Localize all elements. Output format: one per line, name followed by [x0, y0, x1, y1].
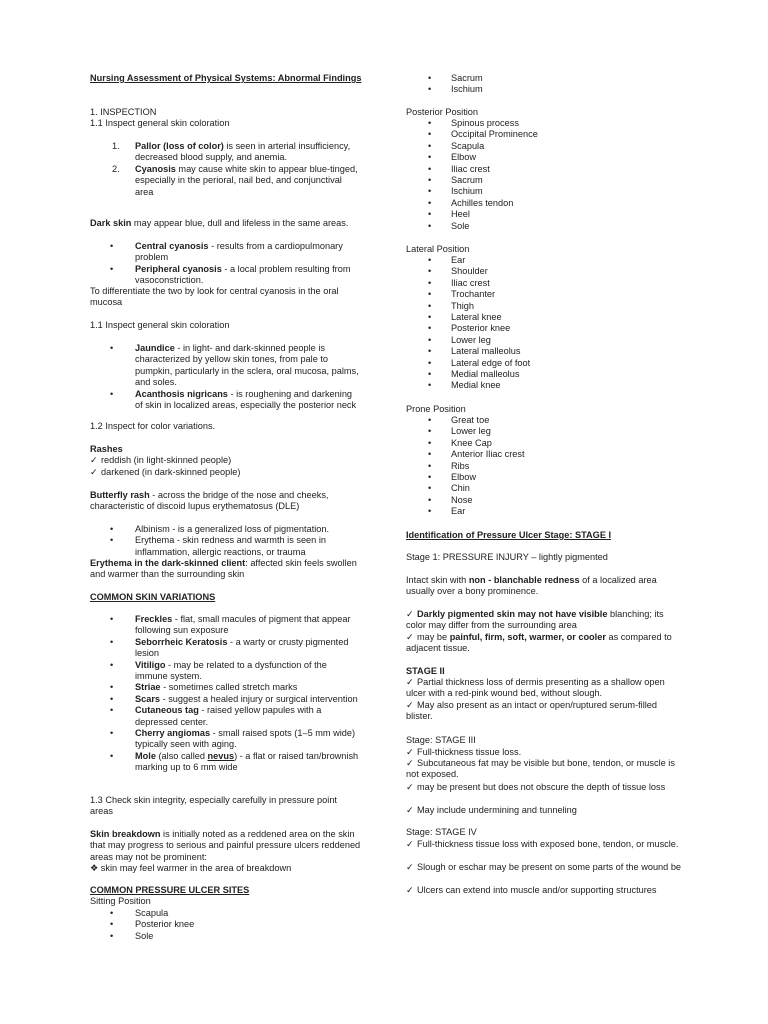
list-item: • Scapula — [406, 141, 684, 152]
butterfly-paragraph: Butterfly rash - across the bridge of the nose and cheeks, characteristic of discoid lupus erythematosus (DLE) — [90, 490, 329, 512]
list-item: • Central cyanosis - results from a cardiopulmonary problem — [90, 241, 362, 264]
stage-heading: Identification of Pressure Ulcer Stage: STAGE I — [406, 530, 612, 540]
stage2-item: ✓ May also present as an intact or open/ruptured serum-filled blister. — [406, 700, 658, 722]
check-icon: ✓ — [406, 632, 414, 642]
list-item: • Albinism - is a generalized loss of pigmentation. — [90, 524, 362, 535]
posterior-heading: Posterior Position — [406, 107, 479, 117]
list-item: • Lower leg — [406, 335, 684, 346]
stage1-heading: Stage 1: PRESSURE INJURY – lightly pigmented — [406, 552, 608, 562]
stage4-heading: Stage: STAGE IV — [406, 827, 477, 837]
list-item: • Great toe — [406, 415, 684, 426]
check-icon: ✓ — [406, 782, 414, 792]
list-item: • Posterior knee — [406, 323, 684, 334]
list-item: • Lower leg — [406, 426, 684, 437]
coloration-list — [90, 141, 362, 198]
list-item: • Iliac crest — [406, 278, 684, 289]
list-item: • Erythema - skin redness and warmth is seen in inflammation, allergic reactions, or trauma — [90, 535, 362, 558]
lateral-heading: Lateral Position — [406, 244, 470, 254]
stage3-item: ✓ may be present but does not obscure the depth of tissue loss — [406, 782, 666, 792]
cyanosis-list — [90, 241, 362, 287]
check-icon: ✓ — [90, 467, 98, 477]
check-icon: ✓ — [406, 758, 414, 768]
prone-list — [406, 415, 684, 518]
list-item: • Spinous process — [406, 118, 684, 129]
stage2-item: ✓ Partial thickness loss of dermis presenting as a shallow open ulcer with a red-pink wound bed, without slough. — [406, 677, 665, 699]
list-item: • Elbow — [406, 152, 684, 163]
list-item: • Scapula — [90, 908, 362, 919]
list-item: • Medial malleolus — [406, 369, 684, 380]
list-item: • Medial knee — [406, 380, 684, 391]
list-item: • Heel — [406, 209, 684, 220]
list-item: • Scars - suggest a healed injury or surgical intervention — [90, 694, 362, 705]
check-icon: ✓ — [90, 455, 98, 465]
stage4-item: ✓ Ulcers can extend into muscle and/or supporting structures — [406, 885, 657, 895]
variations-list — [90, 614, 362, 774]
check-icon: ✓ — [406, 609, 414, 619]
painful-item: ✓ may be painful, firm, soft, warmer, or cooler as compared to adjacent tissue. — [406, 632, 672, 654]
differentiate-paragraph: To differentiate the two by look for central cyanosis in the oral mucosa — [90, 286, 339, 308]
list-item: • Chin — [406, 483, 684, 494]
section-1-2: 1.2 Inspect for color variations. — [90, 421, 216, 431]
warmer-note: ❖ skin may feel warmer in the area of breakdown — [90, 863, 292, 873]
list-item: • Ear — [406, 255, 684, 266]
pigment-list — [90, 524, 362, 558]
list-item: • Anterior Iliac crest — [406, 449, 684, 460]
prone-heading: Prone Position — [406, 404, 466, 414]
rash-item: ✓ darkened (in dark-skinned people) — [90, 467, 241, 477]
list-item: • Sacrum — [406, 175, 684, 186]
list-item: • Sacrum — [406, 73, 684, 84]
jaundice-list — [90, 343, 362, 411]
stage3-heading: Stage: STAGE III — [406, 735, 476, 745]
list-item: • Achilles tendon — [406, 198, 684, 209]
list-item: • Iliac crest — [406, 164, 684, 175]
list-item: • Acanthosis nigricans - is roughening and darkening of skin in localized areas, especially the posterior neck — [90, 389, 362, 412]
list-item: • Striae - sometimes called stretch marks — [90, 682, 362, 693]
list-item: • Freckles - flat, small macules of pigment that appear following sun exposure — [90, 614, 362, 637]
list-item: • Lateral malleolus — [406, 346, 684, 357]
sitting-list-continued — [406, 73, 684, 96]
check-icon: ✓ — [406, 677, 414, 687]
list-item: 2. Cyanosis may cause white skin to appear blue-tinged, especially in the perioral, nail bed, and conjunctival area — [112, 163, 358, 197]
check-icon: ✓ — [406, 747, 414, 757]
list-item: • Ear — [406, 506, 684, 517]
stage3-item: ✓ Full-thickness tissue loss. — [406, 747, 522, 757]
stage3-item: ✓ Subcutaneous fat may be visible but bone, tendon, or muscle is not exposed. — [406, 758, 675, 780]
stage4-item: ✓ Full-thickness tissue loss with exposed bone, tendon, or muscle. — [406, 839, 679, 849]
sitting-heading: Sitting Position — [90, 896, 151, 906]
stage4-item: ✓ Slough or eschar may be present on some parts of the wound be — [406, 862, 682, 872]
list-item: • Thigh — [406, 301, 684, 312]
list-item: • Knee Cap — [406, 438, 684, 449]
erythema-dark-paragraph: Erythema in the dark-skinned client: affected skin feels swollen and warmer than the surrounding skin — [90, 558, 357, 580]
list-item: • Ribs — [406, 461, 684, 472]
check-icon: ✓ — [406, 862, 414, 872]
list-item: • Shoulder — [406, 266, 684, 277]
posterior-list — [406, 118, 684, 232]
diamond-bullet-icon: ❖ — [90, 863, 101, 873]
list-item: • Sole — [90, 931, 362, 942]
rashes-heading: Rashes — [90, 444, 123, 454]
section-1-1b: 1.1 Inspect general skin coloration — [90, 320, 230, 330]
breakdown-paragraph: Skin breakdown is initially noted as a reddened area on the skin that may progress to serious and painful pressure ulcers reddened areas may not be prominent: — [90, 829, 361, 862]
rash-item: ✓ reddish (in light-skinned people) — [90, 455, 232, 465]
list-item: • Lateral knee — [406, 312, 684, 323]
dark-pigment-item: ✓ Darkly pigmented skin may not have visible blanching; its color may differ from the surrounding area — [406, 609, 664, 631]
list-item: • Lateral edge of foot — [406, 358, 684, 369]
list-item: • Vitiligo - may be related to a dysfunction of the immune system. — [90, 660, 362, 683]
list-item: • Cutaneous tag - raised yellow papules with a depressed center. — [90, 705, 362, 728]
list-item: • Nose — [406, 495, 684, 506]
list-item: • Occipital Prominence — [406, 129, 684, 140]
list-item: • Ischium — [406, 84, 684, 95]
list-item: • Elbow — [406, 472, 684, 483]
section-1-1: 1.1 Inspect general skin coloration — [90, 118, 230, 128]
lateral-list — [406, 255, 684, 392]
list-item: • Trochanter — [406, 289, 684, 300]
stage3-item: ✓ May include undermining and tunneling — [406, 805, 577, 815]
list-item: • Peripheral cyanosis - a local problem resulting from vasoconstriction. — [90, 264, 362, 287]
check-icon: ✓ — [406, 805, 414, 815]
check-icon: ✓ — [406, 839, 414, 849]
sitting-list — [90, 908, 362, 942]
list-item: • Posterior knee — [90, 919, 362, 930]
list-item: • Mole (also called nevus) - a flat or raised tan/brownish marking up to 6 mm wide — [90, 751, 362, 774]
list-item: • Ischium — [406, 186, 684, 197]
list-item: • Sole — [406, 221, 684, 232]
list-item: 1. Pallor (loss of color) is seen in arterial insufficiency, decreased blood supply, and anemia. — [112, 141, 351, 163]
list-item: • Cherry angiomas - small raised spots (1–5 mm wide) typically seen with aging. — [90, 728, 362, 751]
ulcer-sites-heading: COMMON PRESSURE ULCER SITES — [90, 885, 250, 895]
dark-skin-paragraph: Dark skin may appear blue, dull and lifeless in the same areas. — [90, 218, 349, 228]
check-icon: ✓ — [406, 700, 414, 710]
section-1-3: 1.3 Check skin integrity, especially carefully in pressure point areas — [90, 795, 337, 817]
inspection-heading: 1. INSPECTION — [90, 107, 157, 117]
intact-paragraph: Intact skin with non - blanchable redness of a localized area usually over a bony prominence. — [406, 575, 657, 597]
list-item: • Jaundice - in light- and dark-skinned people is characterized by yellow skin tones, from pale to pumpkin, particularly in the sclera, oral mucosa, palms, and soles. — [90, 343, 362, 389]
page-title: Nursing Assessment of Physical Systems: Abnormal Findings — [90, 73, 362, 83]
check-icon: ✓ — [406, 885, 414, 895]
variations-heading: COMMON SKIN VARIATIONS — [90, 592, 216, 602]
list-item: • Seborrheic Keratosis - a warty or crusty pigmented lesion — [90, 637, 362, 660]
stage2-heading: STAGE II — [406, 666, 445, 676]
